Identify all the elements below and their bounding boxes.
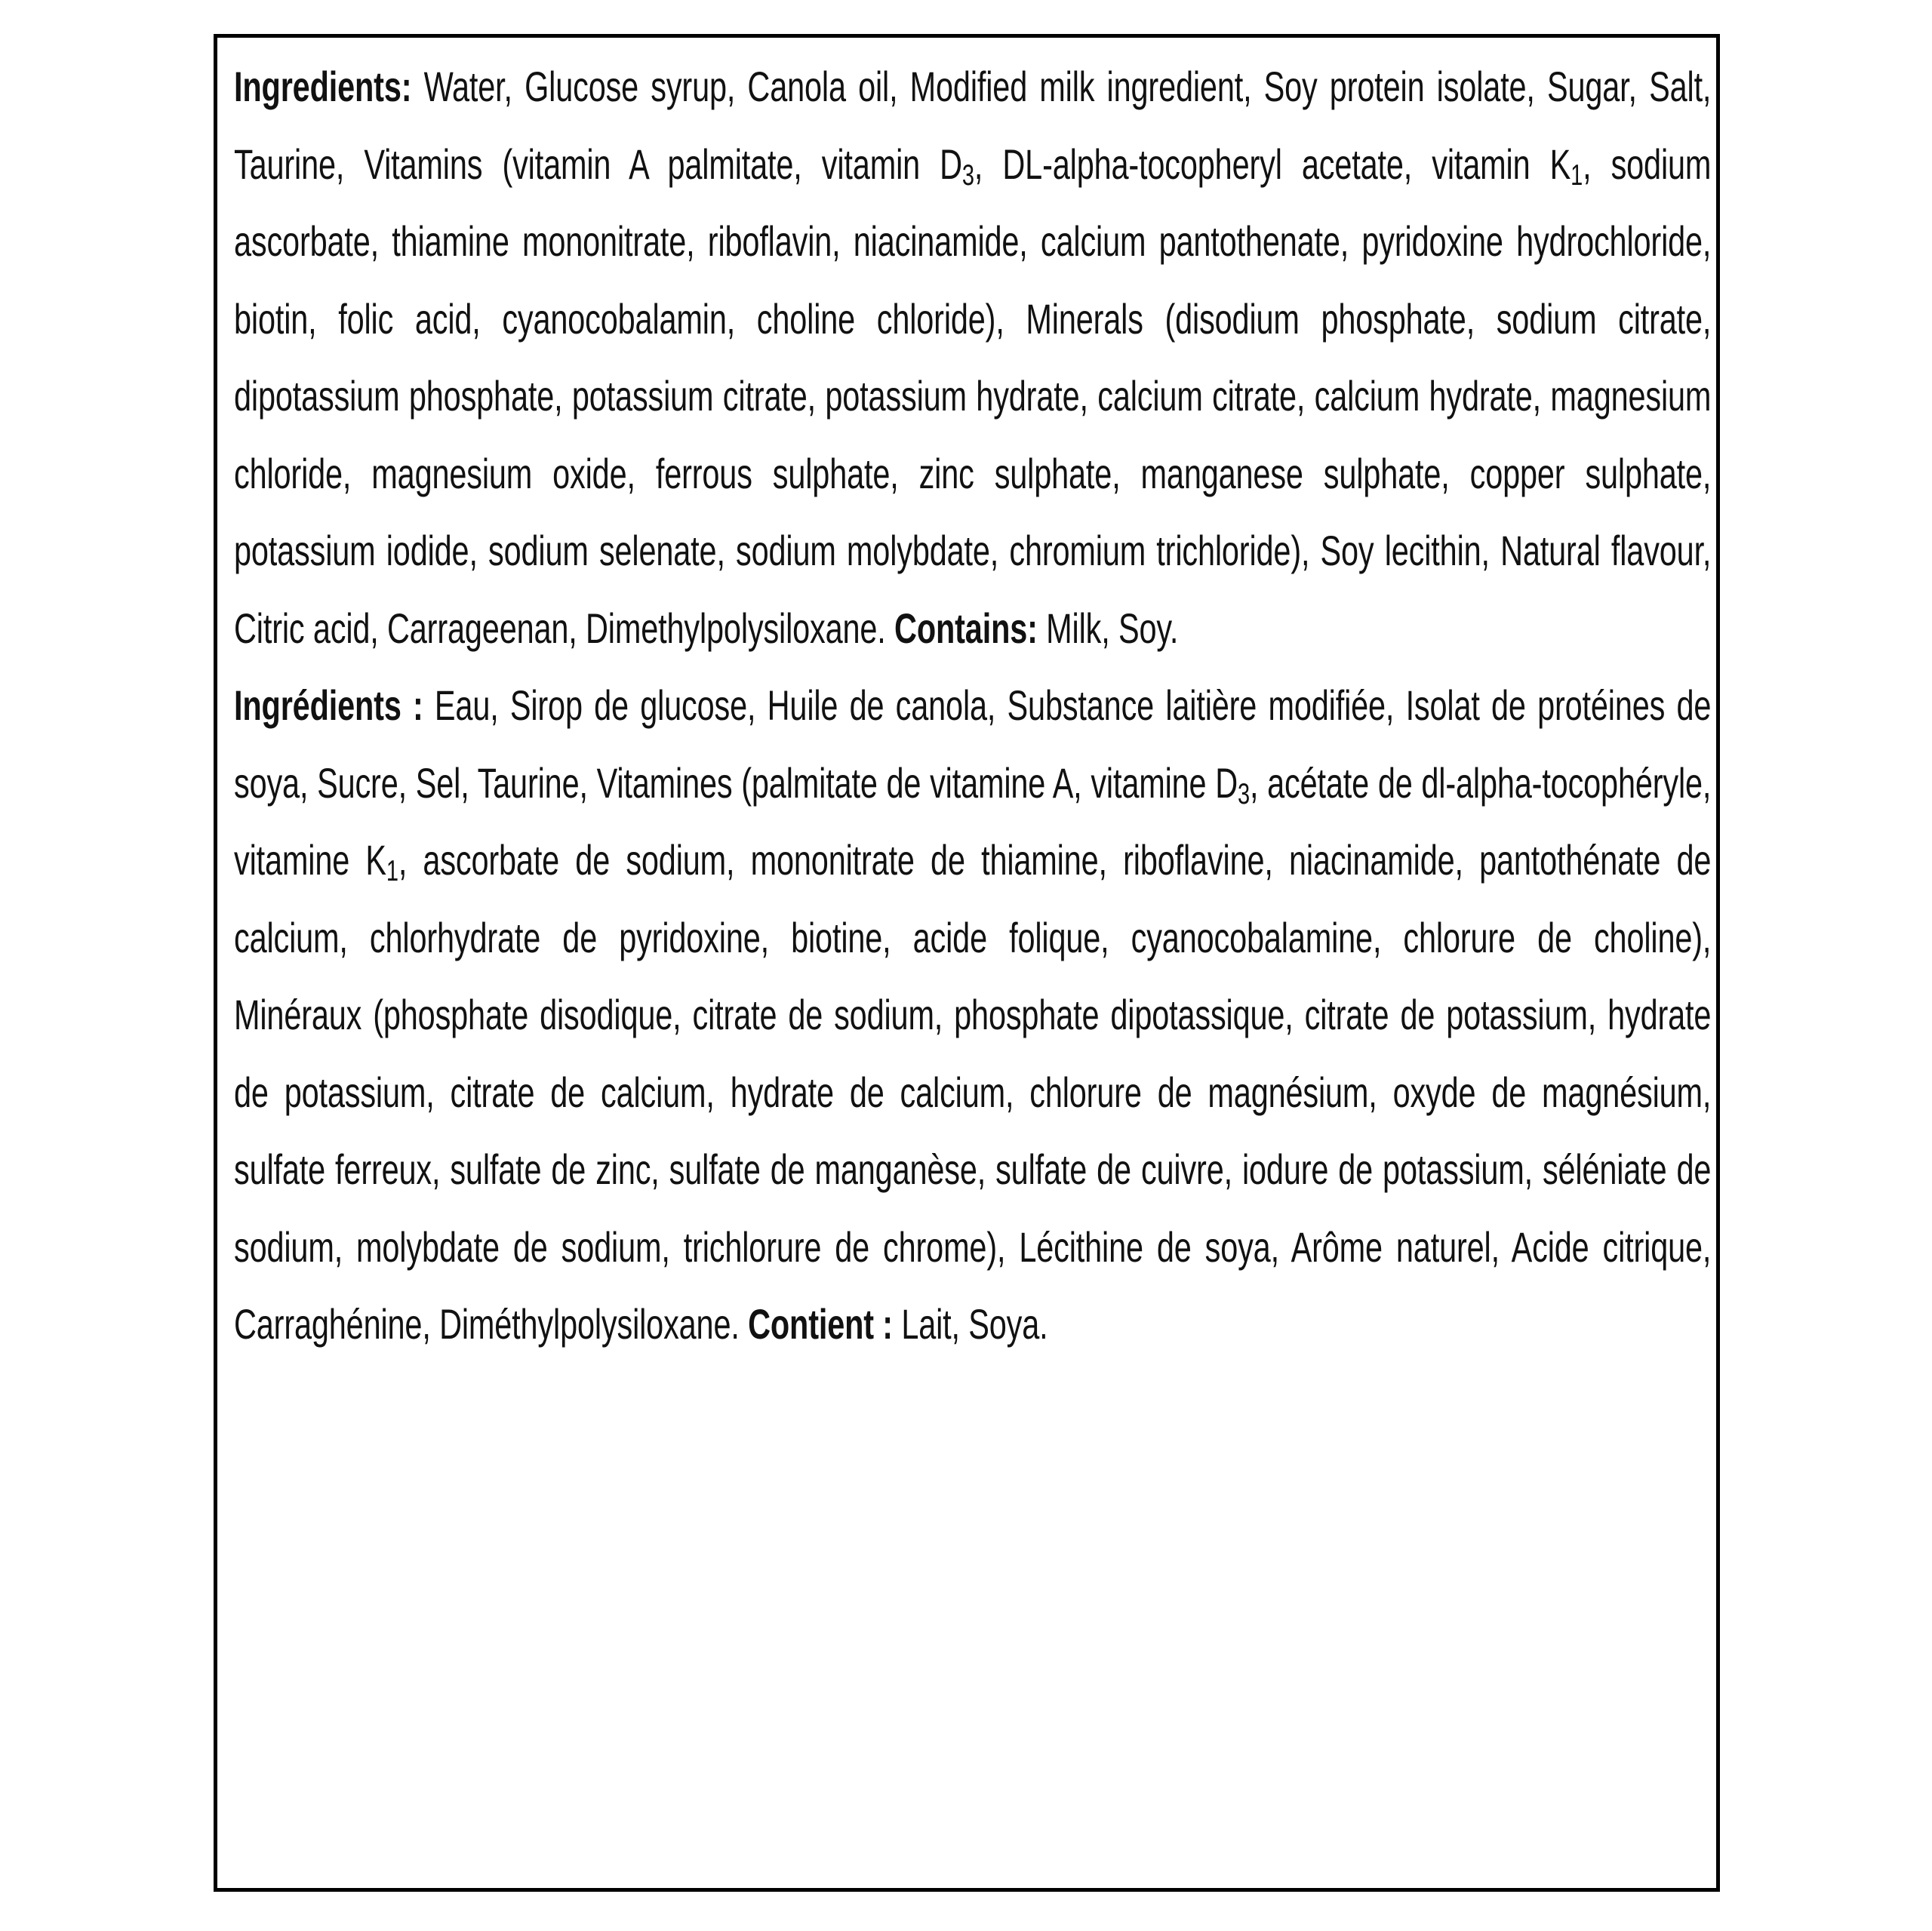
english-ingredients-paragraph [234,48,1711,667]
english-contains-text: Milk, Soy. [1037,604,1179,652]
english-ingredients-text-2: , DL-alpha-tocopheryl acetate, vitamin K [974,140,1571,188]
french-ingredients-text-1: Eau, Sirop de glucose, Huile de canola, Substance laitière modifiée, Isolat de protéines de soya, Sucre, Sel, Taurine, Vitamines (palmitate de vitamine A, vitamine D [234,681,1712,807]
french-ingredients-text-2: , acétate de dl-alpha-tocophéryle, vitamine K [234,758,1712,884]
french-contains-text: Lait, Soya. [892,1300,1048,1348]
french-contains-heading: Contient : [748,1300,893,1348]
english-ingredients-text-3: , sodium ascorbate, thiamine mononitrate, riboflavin, niacinamide, calcium pantothenate, pyridoxine hydrochloride, biotin, folic acid, cyanocobalamin, choline chloride), Minerals (disodium phosphate, sodium citrate, dipotassium phosphate, potassium citrate, potassium hydrate, calcium citrate, calcium hydrate, magnesium chloride, magnesium oxide, ferrous sulphate, zinc sulphate, manganese sulphate, copper sulphate, potassium iodide, sodium selenate, sodium molybdate, chromium trichloride), Soy lecithin, Natural flavour, Citric acid, Carrageenan, Dimethylpolysiloxane. [234,140,1712,652]
english-subscript-3: 3 [961,158,974,192]
english-subscript-1: 1 [1571,158,1583,192]
french-ingredients-heading: Ingrédients : [234,681,423,729]
english-ingredients-text-1: Water, Glucose syrup, Canola oil, Modified milk ingredient, Soy protein isolate, Sugar, Salt, Taurine, Vitamins (vitamin A palmitate, vitamin D [234,63,1712,188]
french-subscript-3: 3 [1238,777,1251,810]
french-ingredients-paragraph [234,667,1711,1364]
english-contains-heading: Contains: [894,604,1038,652]
french-subscript-1: 1 [386,854,398,887]
english-ingredients-heading: Ingredients: [234,63,412,110]
ingredients-label-box [214,34,1720,1892]
french-ingredients-text-3: , ascorbate de sodium, mononitrate de thiamine, riboflavine, niacinamide, pantothénate de calcium, chlorhydrate de pyridoxine, biotine, acide folique, cyanocobalamine, chlorure de choline), Minéraux (phosphate disodique, citrate de sodium, phosphate dipotassique, citrate de potassium, hydrate de potassium, citrate de calcium, hydrate de calcium, chlorure de magnésium, oxyde de magnésium, sulfate ferreux, sulfate de zinc, sulfate de manganèse, sulfate de cuivre, iodure de potassium, séléniate de sodium, molybdate de sodium, trichlorure de chrome), Lécithine de soya, Arôme naturel, Acide citrique, Carraghénine, Diméthylpolysiloxane. [234,836,1712,1348]
